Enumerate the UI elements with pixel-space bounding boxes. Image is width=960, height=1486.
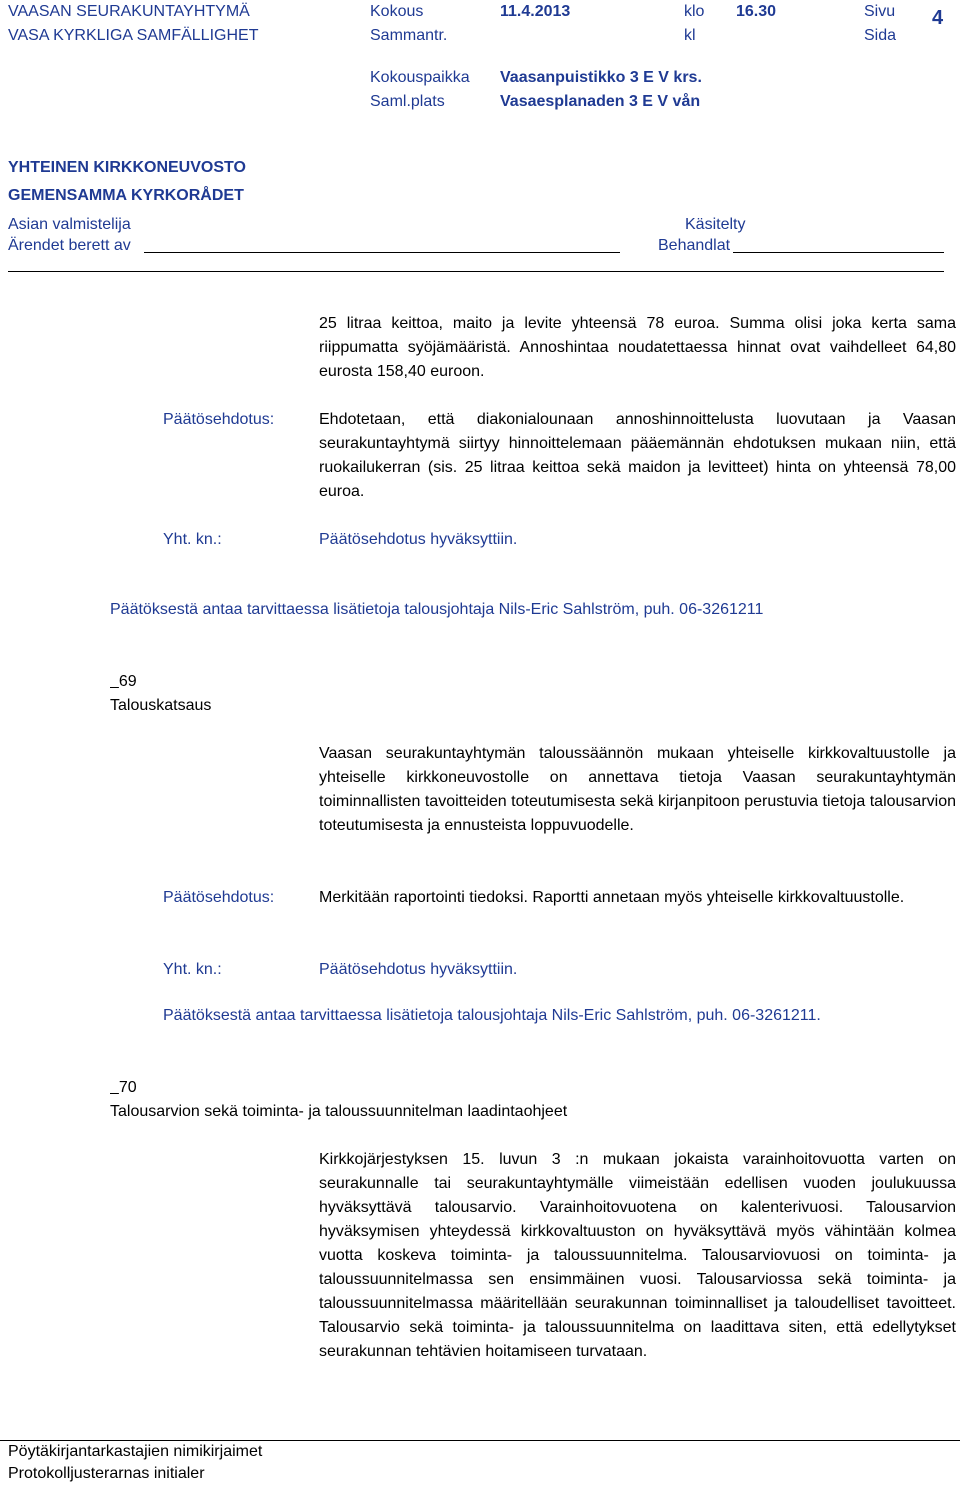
section-number <box>110 670 137 694</box>
handled-line <box>733 252 944 253</box>
decision-text: Päätösehdotus hyväksyttiin. <box>319 531 518 548</box>
meeting-label-fi: Kokous <box>370 3 424 20</box>
section-sign <box>110 1079 119 1096</box>
place-label-fi: Kokouspaikka <box>370 69 470 86</box>
section-title: Talousarvion sekä toiminta- ja taloussuunnitelman laadintaohjeet <box>110 1103 568 1120</box>
page-label-sv: Sida <box>864 27 897 44</box>
handled-label-sv: Behandlat <box>658 237 731 254</box>
org-name-sv: VASA KYRKLIGA SAMFÄLLIGHET <box>8 27 259 44</box>
decision-text: Päätösehdotus hyväksyttiin. <box>319 961 518 978</box>
handled-label-fi: Käsitelty <box>685 216 746 233</box>
prepared-by-label-sv: Ärendet berett av <box>8 237 131 254</box>
section-number-value: 70 <box>118 1079 137 1096</box>
section-text: Kirkkojärjestyksen 15. luvun 3 :n mukaan jokaista varainhoitovuotta varten on seurakunnalle tai seurakuntayhtymälle viimeistään edellisen vuoden joulukuussa hyväksyttävä talousarvio. Varainhoitovuotena on kalenterivuosi. Talousarvion hyväksymisen yhteydessä kirkkovaltuuston on hyväksyttävä myös vähintään kolmea vuotta koskeva toiminta- ja taloussuunnitelma. Talousarviovuosi on toiminta- ja taloussuunnitelmassa sen ensimmäinen vuosi. Talousarviossa sekä toiminta- ja taloussuunnitelmassa määritellään seurakunnan toiminnalliset ja taloudelliset tavoitteet. Talousarvio sekä toiminta- ja taloussuunnitelma on laadittava siten, että edellytykset seurakunnan tehtävien hoitamiseen turvataan. <box>319 1151 956 1360</box>
place-fi: Vaasanpuistikko 3 E V krs. <box>500 69 702 86</box>
decision-label: Yht. kn.: <box>163 531 222 548</box>
contact-info: Päätöksestä antaa tarvittaessa lisätietoja talousjohtaja Nils-Eric Sahlström, puh. 06-3261211 <box>110 601 764 618</box>
initials-label-sv: Protokolljusterarnas initialer <box>8 1465 205 1482</box>
proposal-label: Päätösehdotus: <box>163 889 275 906</box>
time-label-sv: kl <box>684 27 696 44</box>
page-number: 4 <box>932 7 944 29</box>
place-sv: Vasaesplanaden 3 E V vån <box>500 93 701 110</box>
initials-label-fi: Pöytäkirjantarkastajien nimikirjaimet <box>8 1443 263 1460</box>
prepared-by-line <box>144 252 620 253</box>
continued-text: 25 litraa keittoa, maito ja levite yhteensä 78 euroa. Summa olisi joka kerta sama riippumatta syöjämääristä. Annoshintaa noudatettaessa hinnat ovat vaihdelleet 64,80 eurosta 158,40 euroon. <box>319 315 956 380</box>
section-sign <box>110 673 119 690</box>
meeting-time: 16.30 <box>736 3 777 20</box>
section-title: Talouskatsaus <box>110 697 212 714</box>
section-text: Vaasan seurakuntayhtymän taloussäännön mukaan yhteiselle kirkkovaltuustolle ja yhteiselle kirkkoneuvostolle on annettava tietoja Vaasan seurakuntayhtymän toiminnallisten tavoitteiden toteutumisesta sekä kirjanpitoon perustuvia tietoja talousarvion toteutumisesta ja ennusteista loppuvuodelle. <box>319 745 956 834</box>
proposal-text: Merkitään raportointi tiedoksi. Raportti annetaan myös yhteiselle kirkkovaltuustolle. <box>319 889 905 906</box>
header-divider <box>8 271 944 272</box>
board-name-sv: GEMENSAMMA KYRKORÅDET <box>8 187 244 204</box>
prepared-by-label-fi: Asian valmistelija <box>8 216 131 233</box>
time-label-fi: klo <box>684 3 705 20</box>
meeting-date: 11.4.2013 <box>500 3 571 20</box>
meeting-label-sv: Sammantr. <box>370 27 448 44</box>
decision-label: Yht. kn.: <box>163 961 222 978</box>
proposal-label: Päätösehdotus: <box>163 411 275 428</box>
section-number <box>110 1076 137 1100</box>
proposal-text: Ehdotetaan, että diakonialounaan annoshinnoittelusta luovutaan ja Vaasan seurakuntayhtymä siirtyy hinnoittelemaan pääemännän ehdotuksen mukaan niin, että ruokailukerran (sis. 25 litraa keittoa sekä maidon ja levitteet) hinta on yhteensä 78,00 euroa. <box>319 411 956 500</box>
contact-info: Päätöksestä antaa tarvittaessa lisätietoja talousjohtaja Nils-Eric Sahlström, puh. 06-3261211. <box>163 1007 821 1024</box>
board-name-fi: YHTEINEN KIRKKONEUVOSTO <box>8 159 246 176</box>
place-label-sv: Saml.plats <box>370 93 445 110</box>
section-number-value: 69 <box>118 673 137 690</box>
page-label-fi: Sivu <box>864 3 896 20</box>
org-name-fi: VAASAN SEURAKUNTAYHTYMÄ <box>8 3 250 20</box>
